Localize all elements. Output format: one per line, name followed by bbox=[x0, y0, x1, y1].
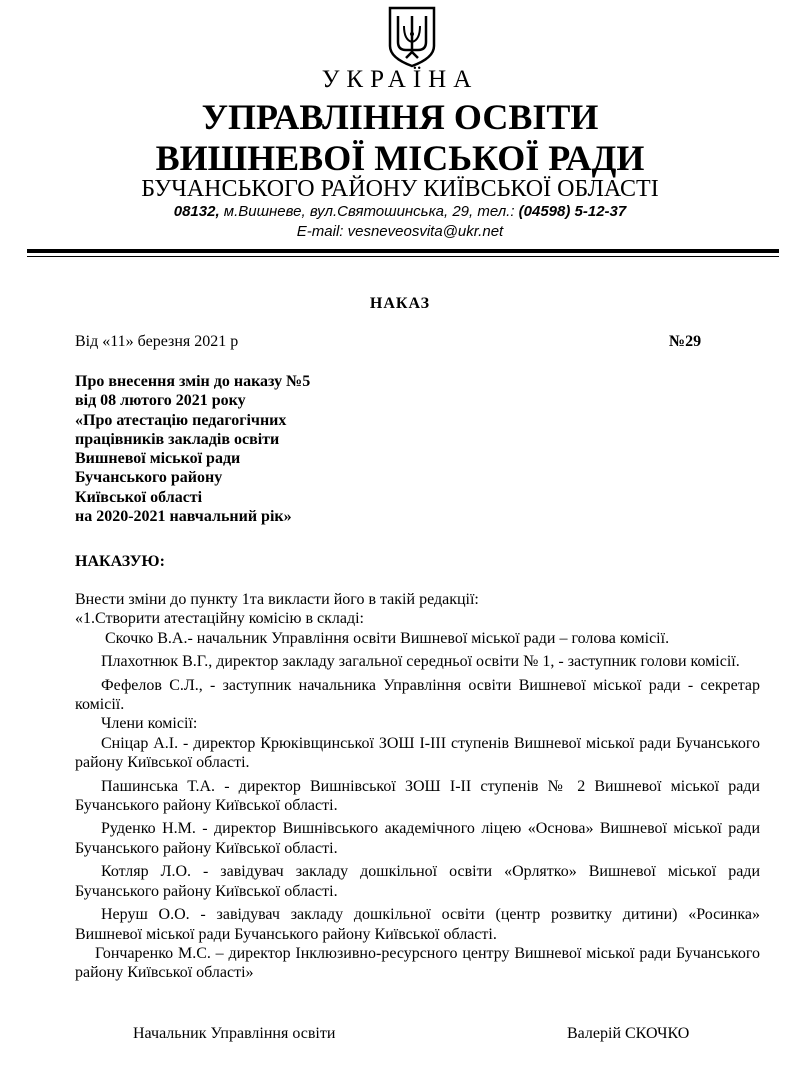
email-line[interactable]: E-mail: vesneveosvita@ukr.net bbox=[296, 223, 504, 240]
trident-emblem-icon bbox=[386, 6, 438, 68]
subject-line: Вишневої міської ради bbox=[75, 450, 241, 468]
commission-head: Скочко В.А.- начальник Управління освіти Вишневої міської ради – голова комісії. bbox=[105, 629, 670, 647]
commission-member: Котляр Л.О. - завідувач закладу дошкільної освіти «Орлятко» Вишневої міської ради Бучанського району Київської області. bbox=[75, 863, 760, 900]
commission-member: Неруш О.О. - завідувач закладу дошкільної освіти (центр розвитку дитини) «Росинка» Вишневої міської ради Бучанського району Київської області. bbox=[75, 906, 760, 943]
address-line bbox=[0, 203, 800, 220]
order-number: №29 bbox=[669, 333, 702, 350]
commission-member: Руденко Н.М. - директор Вишнівського академічного ліцею «Основа» Вишневої міської ради Бучанського району Київської області. bbox=[75, 820, 760, 857]
order-subject bbox=[75, 372, 310, 526]
district-line: БУЧАНСЬКОГО РАЙОНУ КИЇВСЬКОЇ ОБЛАСТІ bbox=[141, 176, 659, 202]
department-name-line2: ВИШНЕВОЇ МІСЬКОЇ РАДИ bbox=[155, 138, 645, 178]
subject-line: на 2020-2021 навчальний рік» bbox=[75, 508, 292, 526]
item-1-paragraph: «1.Створити атестаційну комісію в складі: bbox=[75, 610, 364, 628]
postcode: 08132, bbox=[173, 203, 220, 220]
order-body bbox=[75, 590, 760, 983]
commission-member: Гончаренко М.С. – директор Інклюзивно-ресурсного центру Вишневої міської ради Бучанського району Київської області» bbox=[75, 944, 760, 982]
subject-line: від 08 лютого 2021 року bbox=[75, 392, 246, 410]
phone-number: (04598) 5-12-37 bbox=[518, 203, 627, 220]
header-rule-thick bbox=[27, 249, 779, 253]
commission-secretary: Фефелов С.Л., - заступник начальника Управління освіти Вишневої міської ради - секретар комісії. bbox=[75, 676, 760, 714]
subject-line: «Про атестацію педагогічних bbox=[75, 411, 287, 429]
signature-name: Валерій СКОЧКО bbox=[567, 1025, 690, 1042]
header-rule-thin bbox=[27, 256, 779, 257]
subject-line: Про внесення змін до наказу №5 bbox=[75, 373, 311, 390]
commission-member: Сніцар А.І. - директор Крюківщинської ЗОШ І-ІІІ ступенів Вишневої міської ради Бучанського району Київської області. bbox=[75, 734, 760, 772]
commission-member: Пашинська Т.А. - директор Вишнівської ЗОШ І-ІІ ступенів № 2 Вишневої міської ради Бучанського району Київської області. bbox=[75, 777, 760, 815]
subject-line: Київської області bbox=[75, 488, 203, 506]
country-name: УКРАЇНА bbox=[321, 66, 479, 93]
order-date: Від «11» березня 2021 р bbox=[75, 333, 239, 350]
order-directive: НАКАЗУЮ: bbox=[75, 553, 165, 570]
subject-line: Бучанського району bbox=[75, 469, 223, 487]
street-address: м.Вишневе, вул.Святошинська, 29, тел.: bbox=[219, 203, 519, 220]
commission-deputy: Плахотнюк В.Г., директор закладу загальної середньої освіти № 1, - заступник голови комісії. bbox=[101, 653, 740, 671]
signature-position: Начальник Управління освіти bbox=[133, 1025, 336, 1042]
department-name-line1: УПРАВЛІННЯ ОСВІТИ bbox=[201, 97, 599, 137]
intro-paragraph: Внести зміни до пункту 1та викласти його в такій редакції: bbox=[75, 591, 479, 608]
document-title: НАКАЗ bbox=[369, 295, 431, 312]
subject-line: працівників закладів освіти bbox=[75, 430, 280, 448]
members-label: Члени комісії: bbox=[101, 715, 198, 733]
